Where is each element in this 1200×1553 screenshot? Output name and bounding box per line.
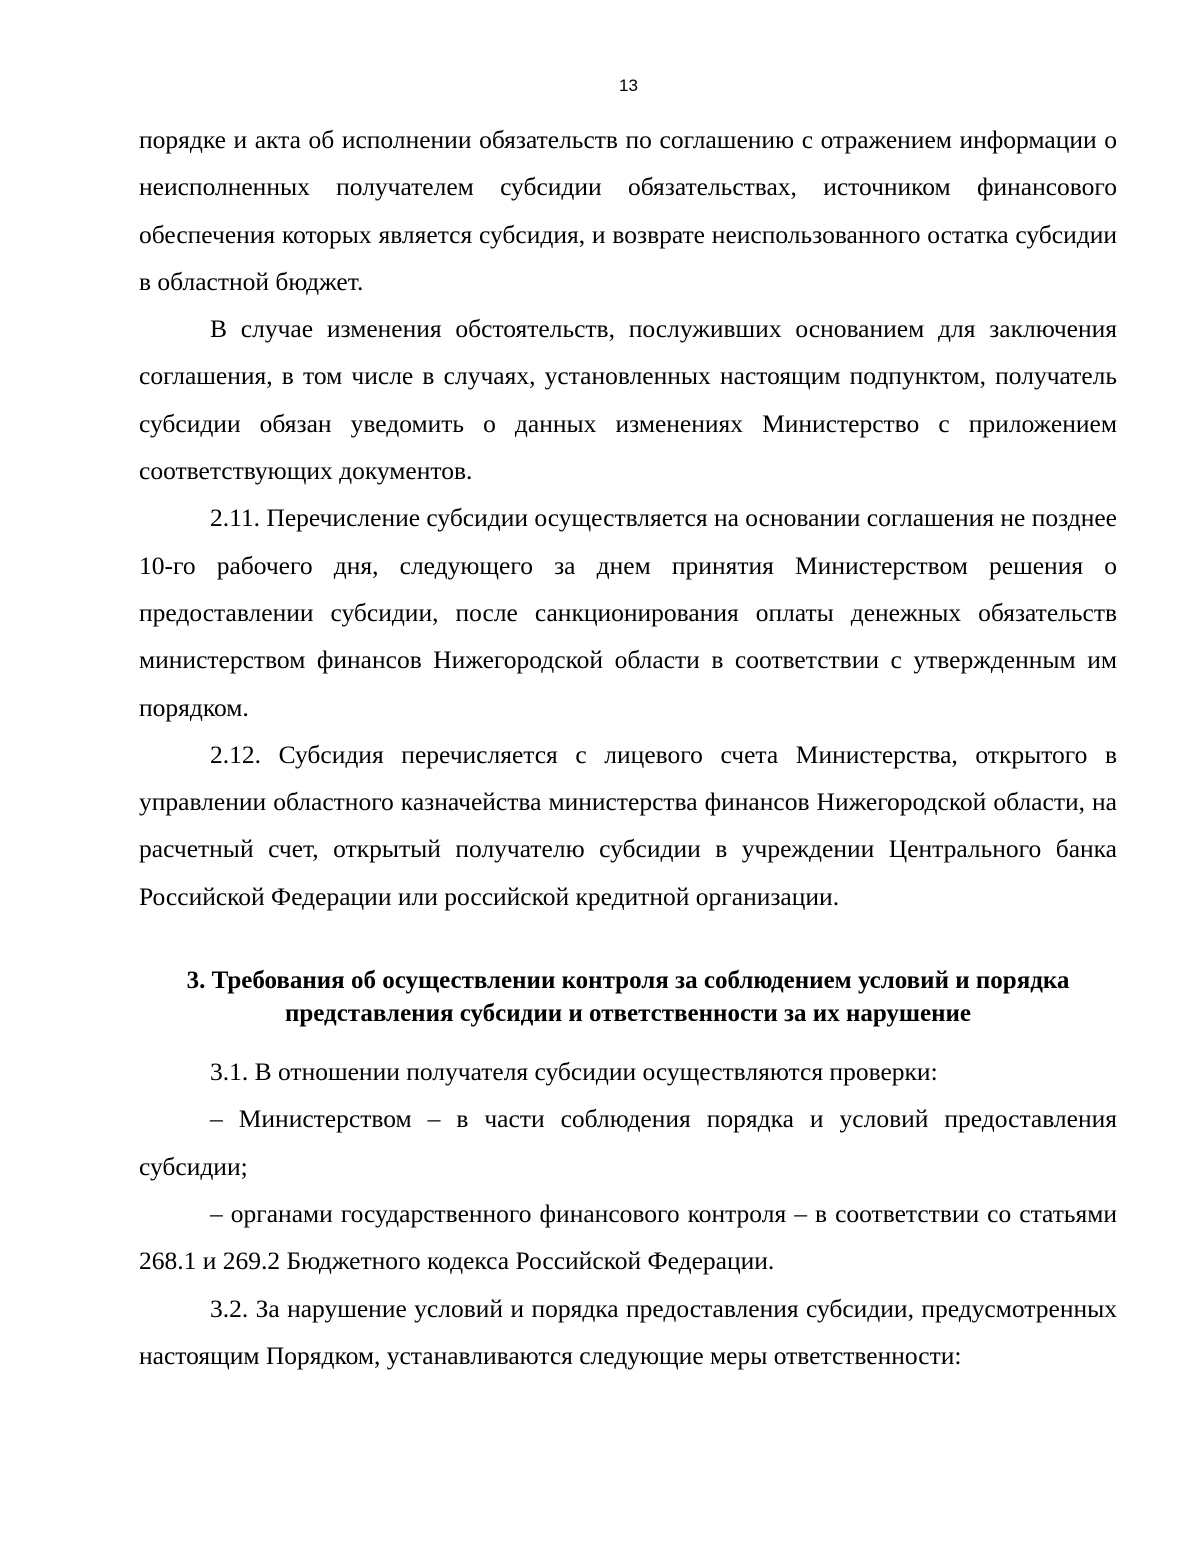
- document-body: [139, 116, 1117, 1379]
- paragraph-2-12: 2.12. Субсидия перечисляется с лицевого счета Министерства, открытого в управлении областного казначейства министерства финансов Нижегородской области, на расчетный счет, открытый получателю субсидии в учреждении Центрального банка Российской Федерации или российской кредитной организации.: [139, 739, 1117, 911]
- paragraph-3-1: 3.1. В отношении получателя субсидии осуществляются проверки:: [210, 1057, 938, 1087]
- section-heading-line-1: 3. Требования об осуществлении контроля за соблюдением условий и порядка: [186, 967, 1070, 995]
- list-item-ministry-checks: – Министерством – в части соблюдения порядка и условий предоставления субсидии;: [139, 1104, 1117, 1181]
- paragraph-continuation: порядке и акта об исполнении обязательств по соглашению с отражением информации о неисполненных получателем субсидии обязательствах, источником финансового обеспечения которых является субсидия, и возврате неиспользованного остатка субсидии в областной бюджет.: [139, 125, 1117, 296]
- section-heading-line-2: представления субсидии и ответственности за их нарушение: [284, 1000, 972, 1028]
- section-heading: [139, 964, 1117, 1030]
- paragraph-2-11: 2.11. Перечисление субсидии осуществляется на основании соглашения не позднее 10-го рабочего дня, следующего за днем принятия Министерством решения о предоставлении субсидии, после санкционирования оплаты денежных обязательств министерством финансов Нижегородской области в соответствии с утвержденным им порядком.: [139, 503, 1117, 722]
- page-number: 13: [619, 76, 638, 95]
- paragraph-circumstances-change: В случае изменения обстоятельств, послуживших основанием для заключения соглашения, в том числе в случаях, установленных настоящим подпунктом, получатель субсидии обязан уведомить о данных изменениях Министерство с приложением соответствующих документов.: [139, 314, 1117, 486]
- paragraph-3-2: 3.2. За нарушение условий и порядка предоставления субсидии, предусмотренных настоящим Порядком, устанавливаются следующие меры ответственности:: [139, 1293, 1117, 1370]
- list-item-financial-control-checks: – органами государственного финансового контроля – в соответствии со статьями 268.1 и 269.2 Бюджетного кодекса Российской Федерации.: [139, 1198, 1117, 1276]
